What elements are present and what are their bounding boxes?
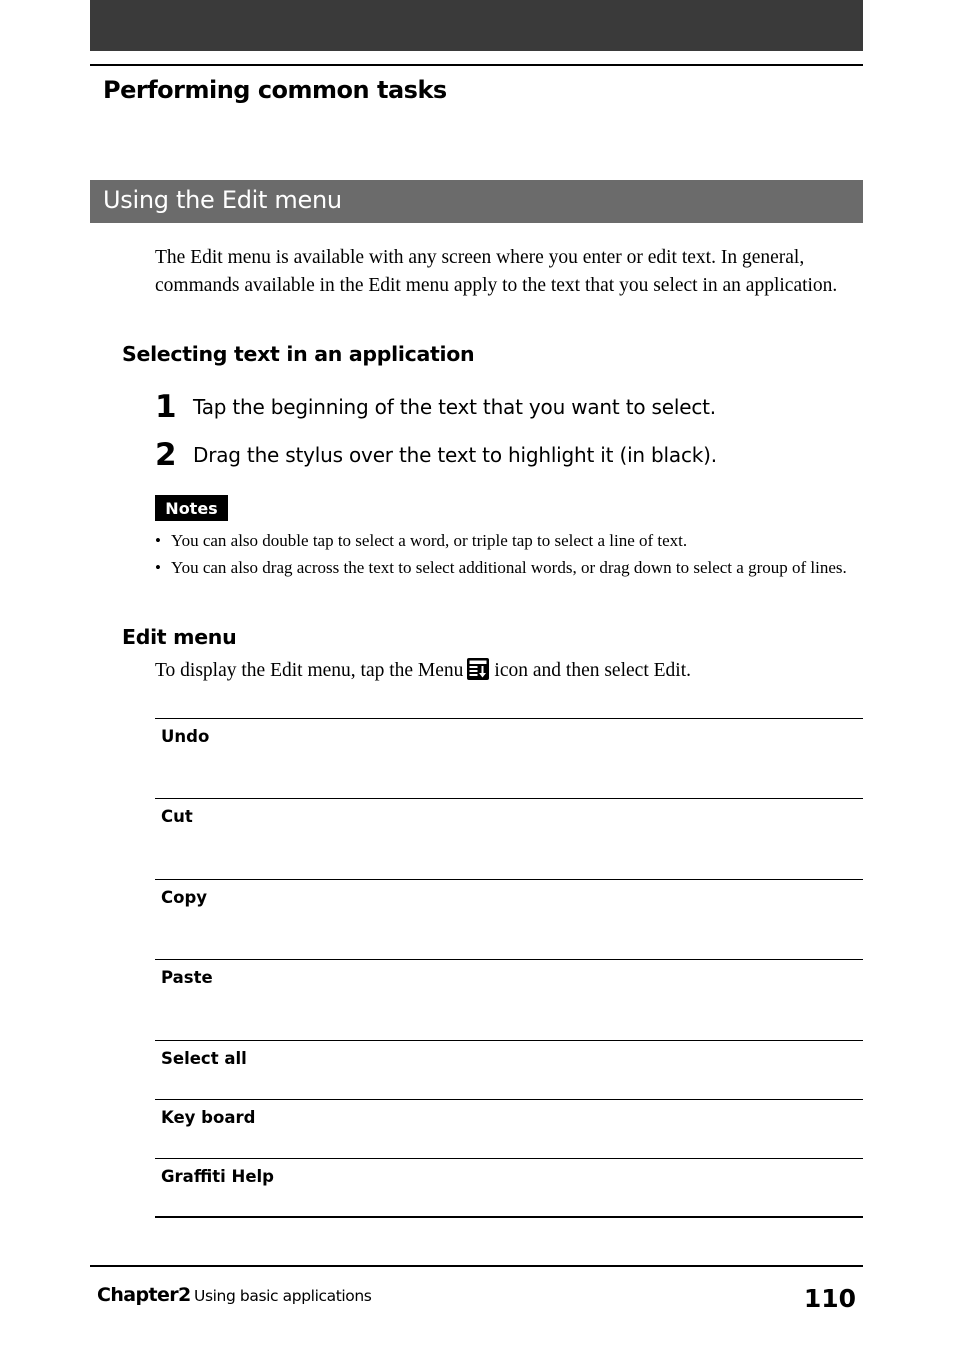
footer-chapter-title: Using basic applications	[194, 1287, 372, 1305]
menu-item-keyboard: Key board	[161, 1108, 256, 1127]
edit-menu-subheading: Edit menu	[122, 625, 237, 649]
menu-item-select-all: Select all	[161, 1049, 247, 1068]
step-1	[155, 390, 716, 424]
footer-chapter: Chapter2	[97, 1284, 191, 1306]
table-row	[155, 959, 863, 1040]
edit-intro-after: icon and then select Edit.	[494, 660, 691, 681]
edit-menu-table	[155, 718, 863, 1218]
edit-menu-intro	[155, 657, 691, 685]
heading-band	[90, 180, 863, 223]
notes-label: Notes	[155, 495, 228, 521]
section-title: Performing common tasks	[103, 76, 447, 104]
selecting-subheading: Selecting text in an application	[122, 342, 475, 366]
step-2	[155, 438, 717, 472]
edit-intro-before: To display the Edit menu, tap the Menu	[155, 660, 464, 681]
menu-item-copy: Copy	[161, 888, 208, 907]
table-row	[155, 1099, 863, 1158]
header-bar	[90, 0, 863, 51]
table-row	[155, 879, 863, 959]
footer-rule	[90, 1265, 863, 1267]
intro-paragraph: The Edit menu is available with any screen where you enter or edit text. In general, commands available in the Edit menu apply to the text that you select in an application.	[155, 247, 838, 296]
step-number: 1	[155, 389, 177, 425]
notes-list	[155, 529, 855, 583]
header-rule	[90, 64, 863, 66]
table-row	[155, 718, 863, 798]
menu-item-paste: Paste	[161, 968, 213, 987]
step-number: 2	[155, 437, 177, 473]
menu-item-cut: Cut	[161, 807, 193, 826]
menu-item-graffiti-help: Graffiti Help	[161, 1167, 274, 1186]
table-row	[155, 1158, 863, 1218]
page-heading: Using the Edit menu	[103, 186, 342, 214]
step-text: Drag the stylus over the text to highlight it (in black).	[193, 443, 717, 467]
note-item: • You can also drag across the text to select additional words, or drag down to select a group of lines.	[155, 556, 855, 579]
table-row	[155, 1040, 863, 1099]
page-number: 110	[803, 1284, 856, 1313]
menu-icon	[466, 657, 490, 681]
note-item: • You can also double tap to select a word, or triple tap to select a line of text.	[155, 529, 855, 552]
table-row	[155, 798, 863, 879]
step-text: Tap the beginning of the text that you want to select.	[193, 395, 716, 419]
menu-item-undo: Undo	[161, 727, 210, 746]
